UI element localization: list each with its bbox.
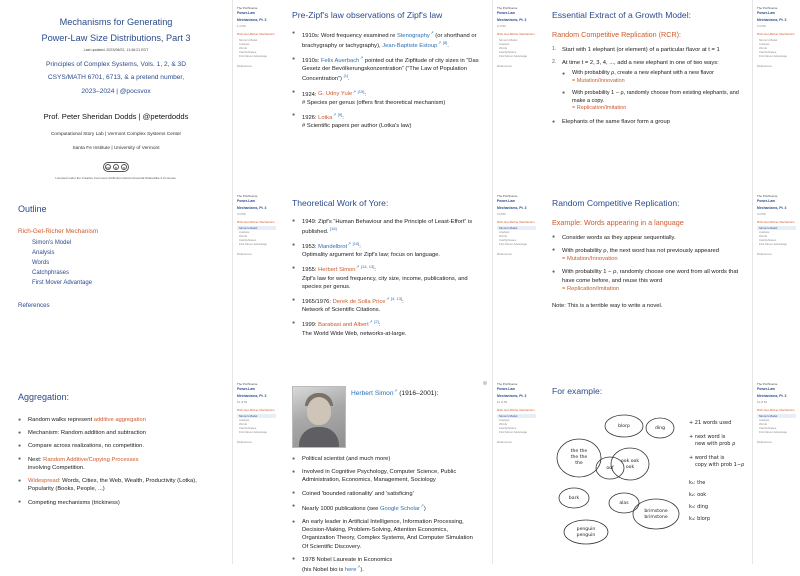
slide-growth-model (540, 0, 752, 188)
link-nobel-bio[interactable]: here ↗ (345, 567, 360, 573)
note-2: + next word is (689, 433, 726, 440)
sidebar-item-words[interactable]: Words (759, 45, 768, 50)
course-line-3: 2023–2024 | @pocsvox (81, 87, 151, 95)
link-mandelbrot[interactable]: Mandelbrot ↗ (318, 244, 351, 250)
link-lotka[interactable]: Lotka ↗ (318, 115, 336, 121)
brand-line-1: The PoCSverse (497, 6, 518, 10)
list-item (292, 490, 480, 498)
brand-line-3: Mechanisms, Pt. 3 (497, 17, 527, 22)
note-2b: new with prob ρ (695, 440, 736, 447)
simon-bullet-1: Political scientist (and much more) (302, 456, 391, 462)
outline-list (18, 228, 214, 286)
brand-line-3: Mechanisms, Pt. 3 (237, 205, 267, 210)
bubble-label-the-2: the the (570, 454, 588, 460)
list-item (552, 234, 740, 242)
deck-title-line2: Power-Law Size Distributions, Part 3 (41, 33, 191, 44)
list-item (552, 268, 740, 293)
list-item: ● 1999: Barabasi and Albert ↗ [2]: The World Wide Web, networks-at-large. (292, 319, 480, 337)
bubble-label-penguin-2: penguin (576, 532, 596, 538)
sidebar-item-references[interactable]: References (497, 252, 512, 257)
rcr-bullet-2: With probability ρ, the next word has not previously appeared (562, 247, 720, 254)
sidebar-item-first-mover[interactable]: First Mover Advantage (239, 54, 267, 59)
affiliation-line-1: Computational Story Lab | Vermont Complex Systems Center (50, 132, 182, 138)
sidebar-panel-8 (492, 376, 540, 564)
sidebar-item-words[interactable]: Words (499, 45, 508, 50)
bullet-marker-icon: ● (292, 518, 296, 525)
rcr-note: Note: This is a terrible way to write a novel. (552, 303, 663, 310)
slide-theoretical-work (280, 188, 492, 376)
page-number: 3 of 53 (237, 211, 246, 216)
page-number: 4 of 53 (757, 211, 766, 216)
sidebar-item-analysis[interactable]: Analysis (239, 229, 250, 234)
brand-line-2: Power-Law (237, 199, 255, 204)
list-item (18, 442, 214, 450)
sidebar-item-analysis[interactable]: Analysis (499, 417, 510, 422)
brand-line-3: Mechanisms, Pt. 3 (757, 205, 787, 210)
citation-10: [10] (352, 241, 360, 247)
brand-line-2: Power-Law (237, 387, 255, 392)
sidebar-item-words[interactable]: Words (499, 233, 508, 238)
agg-bullet-6-text: Competing mechanisms (trickiness) (28, 499, 120, 506)
link-derek-de-solla-price[interactable]: Derek de Solla Price ↗ (333, 299, 390, 305)
sidebar-item-references[interactable]: References (497, 440, 512, 445)
sidebar-item-first-mover[interactable]: First Mover Advantage (759, 242, 787, 247)
license-text: Licensed under the Creative Commons Attribution-NonCommercial-ShareAlike 3.0 License. (55, 175, 177, 180)
sidebar-section: Rich-Get-Richer Mechanism (757, 408, 795, 413)
sidebar-item-simons-model[interactable]: Simon's Model (757, 414, 796, 418)
outline-item-first-mover-advantage[interactable]: First Mover Advantage (32, 280, 93, 286)
list-item: ● 1965/1976: Derek de Solla Price ↗ [4, 13]: Network of Scientific Citations. (292, 296, 480, 314)
bubble-label-the-1: the the (570, 448, 588, 454)
link-estoup[interactable]: Jean-Baptiste Estoup ↗ (382, 43, 441, 49)
agg-bullet-2-text: Mechanism: Random addition and subtraction (28, 430, 146, 437)
bullet-marker-icon: ● (292, 89, 296, 96)
brand-line-1: The PoCSverse (237, 6, 258, 10)
list-item (562, 90, 740, 113)
agg-bullet-4-accent: Random Additive/Copying Processes (43, 456, 139, 463)
sidebar-item-first-mover[interactable]: First Mover Advantage (759, 54, 787, 59)
bubble-label-penguin-1: penguin (576, 526, 596, 532)
bullet-marker-icon: ● (292, 112, 296, 119)
sidebar-item-words[interactable]: Words (239, 421, 248, 426)
sidebar-item-words[interactable]: Words (239, 233, 248, 238)
portrait-image (292, 386, 346, 448)
sidebar-item-simons-model[interactable]: Simon's Model (497, 226, 536, 230)
citation-4-13: [4, 13] (390, 296, 403, 302)
sidebar-item-simons-model[interactable]: Simon's Model (497, 414, 536, 418)
agg-bullet-1-accent: additive aggregation (93, 417, 146, 423)
brand-line-1: The PoCSverse (757, 194, 778, 198)
sidebar-section: Rich-Get-Richer Mechanism (237, 32, 275, 37)
bubble-label-brimstone-2: brimstone (644, 514, 668, 520)
sidebar-item-first-mover[interactable]: First Mover Advantage (499, 430, 527, 435)
bullet-list (552, 46, 740, 127)
citation-15: [15] (357, 88, 365, 94)
bullet-marker-icon: ● (552, 118, 556, 125)
sidebar-item-references[interactable]: References (757, 64, 772, 69)
list-item (292, 468, 480, 484)
bullet-marker-icon: ● (292, 241, 296, 248)
bullet-list (18, 416, 214, 507)
agg-bullet-4-text: Next: (28, 456, 44, 463)
outline-item-catchphrases[interactable]: Catchphrases (32, 270, 70, 276)
bullet-marker-icon: ● (292, 218, 296, 225)
agg-bullet-4-tail: involving Competition. (28, 464, 85, 471)
outline-item-rich-get-richer[interactable]: Rich-Get-Richer Mechanism (18, 228, 99, 235)
brand-line-3: Mechanisms, Pt. 3 (757, 393, 787, 398)
slide-herbert-simon (280, 376, 492, 574)
slide-pre-zipf (280, 0, 492, 188)
bullet-marker-icon: ● (562, 90, 566, 97)
list-item (18, 477, 214, 493)
sidebar-item-analysis[interactable]: Analysis (499, 229, 510, 234)
link-google-scholar[interactable]: Google Scholar ↗ (380, 506, 424, 512)
bullet-marker-icon: ● (292, 264, 296, 271)
sidebar-section: Rich-Get-Richer Mechanism (757, 32, 795, 37)
list-item: ● 1953: Mandelbrot ↗ [10]: Optimality argument for Zipf's law; focus on language. (292, 241, 480, 259)
sidebar-item-first-mover[interactable]: First Mover Advantage (499, 242, 527, 247)
sketch-svg (552, 406, 760, 556)
page-title: Theoretical Work of Yore: (292, 198, 389, 208)
course-line-2: CSYS/MATH 6701, 6713, & a pretend number, (47, 74, 185, 82)
list-item (292, 518, 480, 551)
sidebar-item-catchphrases[interactable]: Catchphrases (239, 426, 257, 431)
brand-line-3: Mechanisms, Pt. 3 (757, 17, 787, 22)
sketch-diagram (552, 406, 745, 576)
note-3: + word that is (689, 454, 725, 461)
creative-commons-icon: cc b n (103, 162, 129, 172)
brand-line-3: Mechanisms, Pt. 3 (497, 205, 527, 210)
bullet-marker-icon: 2. (552, 59, 557, 66)
outline-item-analysis[interactable]: Analysis (32, 250, 55, 256)
sidebar-panel-3 (752, 0, 800, 188)
sidebar-panel-7 (232, 376, 280, 564)
sidebar-section: Rich-Get-Richer Mechanism (237, 220, 275, 225)
link-auerbach[interactable]: Felix Auerbach ↗ (321, 58, 363, 64)
slide-random-competitive-replication (540, 188, 752, 376)
sidebar-item-words[interactable]: Words (239, 45, 248, 50)
portrait-body (299, 427, 339, 447)
note-1: + 21 words used (689, 419, 732, 426)
sidebar-item-catchphrases[interactable]: Catchphrases (239, 238, 257, 243)
list-item: ● Nearly 1000 publications (see Google Scholar ↗ ) (292, 503, 480, 513)
bubble-label-ook-2: ook (625, 464, 635, 470)
slide-for-example (540, 376, 752, 564)
person-header (292, 386, 480, 448)
link-barabasi-albert[interactable]: Barabasi and Albert ↗ (318, 322, 372, 328)
tally-1: k₁: the (689, 479, 706, 486)
sidebar-item-analysis[interactable]: Analysis (499, 41, 510, 46)
agg-bullet-3-text: Compare across realizations, no competition. (28, 443, 144, 450)
citation-8: [8] (442, 39, 448, 45)
brand-line-3: Mechanisms, Pt. 3 (497, 393, 527, 398)
bullet-marker-icon: ● (552, 247, 556, 254)
page-title: Outline (18, 204, 47, 214)
sidebar-item-analysis[interactable]: Analysis (759, 41, 770, 46)
agg-bullet-1-text: Random walks represent (28, 417, 94, 423)
bubble-label-brimstone-1: brimstone (644, 508, 668, 514)
sidebar-section: Rich-Get-Richer Mechanism (757, 220, 795, 225)
sidebar-item-words[interactable]: Words (759, 233, 768, 238)
growth-label-replication: = Replication/Imitation (572, 105, 627, 112)
list-item (562, 70, 740, 86)
bullet-marker-icon: ● (292, 490, 296, 497)
rcr-bullet-1: Consider words as they appear sequentially. (562, 234, 676, 241)
brand-line-1: The PoCSverse (237, 194, 258, 198)
brand-line-2: Power-Law (757, 199, 775, 204)
sidebar-item-catchphrases[interactable]: Catchphrases (759, 238, 777, 243)
bullet-marker-icon: ● (18, 442, 22, 449)
sidebar-section: Rich-Get-Richer Mechanism (497, 220, 535, 225)
brand-line-1: The PoCSverse (237, 382, 258, 386)
bullet-marker-icon: ● (18, 416, 22, 423)
outline-item-references[interactable]: References (18, 302, 50, 309)
outline-item-simons-model[interactable]: Simon's Model (32, 240, 72, 246)
deck-title-line1: Mechanisms for Generating (59, 17, 173, 27)
bubble-label-alas: alas (619, 500, 629, 506)
bullet-marker-icon: ● (18, 429, 22, 436)
tally-2: k₂: ook (689, 491, 707, 498)
sketch-tally (689, 480, 710, 522)
bubble-label-ook-1: ook ook (620, 458, 640, 464)
list-item: ● 1978 Nobel Laureate in Economics (his Nobel bio is here ↗ ). (292, 556, 480, 574)
sidebar-item-catchphrases[interactable]: Catchphrases (499, 426, 517, 431)
bubble-labels (569, 423, 668, 538)
bullet-marker-icon: ● (18, 456, 22, 463)
sidebar-panel-4 (232, 188, 280, 376)
rcr-label-replication: = Replication/Imitation (562, 285, 620, 292)
list-item: ● 1910s: Word frequency examined re Stenography ↗ (or shorthand or brachygraphy or tachygraphy), Jean-Baptiste Estoup ↗ [8]. (292, 30, 480, 50)
sidebar-panel-6 (752, 188, 800, 376)
list-item: ● 1924: G. Udny Yule ↗ [15]: # Species per genus (offers first theoretical mechanism) (292, 89, 480, 107)
list-item (18, 499, 214, 507)
sidebar-item-references[interactable]: References (237, 64, 252, 69)
sidebar-section: Rich-Get-Richer Mechanism (497, 408, 535, 413)
page-number: 3 of 53 (497, 211, 506, 216)
sidebar-item-analysis[interactable]: Analysis (239, 417, 250, 422)
sidebar-item-simons-model[interactable]: Simon's Model (237, 226, 276, 230)
rcr-bullet-3: With probability 1 − ρ, randomly choose one word from all words that have come before, and reuse this word (562, 269, 739, 284)
page-title: For example: (552, 386, 603, 396)
sidebar-item-simons-model[interactable]: Simon's Model (239, 37, 258, 42)
tally-4: k₄: blorp (689, 515, 711, 522)
list-item: ● 1955: Herbert Simon ↗ [14, 13]: Zipf's law for word frequency, city size, income, publications, and species per genus. (292, 264, 480, 291)
bullet-marker-icon: ● (18, 499, 22, 506)
bubble-label-blorp: blorp (618, 423, 630, 429)
link-yule[interactable]: G. Udny Yule ↗ (318, 91, 356, 97)
page-number: 2 of 53 (497, 23, 506, 28)
course-line-1: Principles of Complex Systems, Vols. 1, 2, & 3D (46, 60, 186, 68)
bullet-marker-icon: ● (18, 477, 22, 484)
simon-bullet-2: Involved in Cognitive Psychology, Computer Science, Public Administration, Economics, Management, Sociology (302, 469, 457, 484)
bullet-list (552, 234, 740, 293)
brand-line-1: The PoCSverse (757, 6, 778, 10)
slide-aggregation (0, 376, 232, 564)
sidebar-panel-9 (752, 376, 800, 564)
sidebar-item-words[interactable]: Words (759, 421, 768, 426)
last-updated: Last updated: 2023/08/22, 11:48:21 EDT (83, 47, 149, 52)
sidebar-item-references[interactable]: References (757, 252, 772, 257)
more-options-icon[interactable] (483, 381, 487, 385)
sketch-notes (689, 420, 744, 468)
growth-bullet-2: At time t = 2, 3, 4, ..., add a new elephant in one of two ways: (562, 59, 719, 66)
list-item (292, 455, 480, 463)
list-item (552, 59, 740, 113)
page-number: 3 of 53 (757, 23, 766, 28)
note-3b: copy with prob 1−ρ (695, 461, 745, 468)
list-item: ● 1926: Lotka ↗ [9]: # Scientific papers per author (Lotka's law) (292, 112, 480, 130)
brand-line-1: The PoCSverse (497, 194, 518, 198)
brand-line-3: Mechanisms, Pt. 3 (237, 17, 267, 22)
affiliation-line-2: Santa Fe Institute | University of Vermont (72, 145, 160, 151)
section-subheading: Example: Words appearing in a language (552, 217, 684, 227)
brand-line-2: Power-Law (757, 11, 775, 16)
bubble-brimstone (633, 499, 679, 529)
section-subheading: Random Competitive Replication (RCR): (552, 29, 682, 39)
bubble-label-ding: ding (654, 425, 666, 431)
sidebar-item-analysis[interactable]: Analysis (759, 229, 770, 234)
bullet-list (292, 218, 480, 338)
slide-outline (0, 188, 232, 376)
brand-line-2: Power-Law (757, 387, 775, 392)
brand-line-2: Power-Law (497, 11, 515, 16)
agg-bullet-5-accent: Widespread: (28, 478, 61, 485)
sidebar-item-first-mover[interactable]: First Mover Advantage (239, 242, 267, 247)
brand-line-1: The PoCSverse (757, 382, 778, 386)
sidebar-item-simons-model[interactable]: Simon's Model (757, 226, 796, 230)
sidebar-item-first-mover[interactable]: First Mover Advantage (499, 54, 527, 59)
sidebar-section: Rich-Get-Richer Mechanism (497, 32, 535, 37)
sidebar-item-analysis[interactable]: Analysis (759, 417, 770, 422)
list-item (18, 429, 214, 437)
agg-bullet-5-text: Words, Cities, the Web, Wealth, Productivity (Lotka), Popularity (Books, People, ...) (28, 478, 197, 493)
sidebar-item-first-mover[interactable]: First Mover Advantage (759, 430, 787, 435)
page-title: Aggregation: (18, 392, 70, 402)
simon-bullet-5: An early leader in Artificial Intelligence, Information Processing, Decision-Making, Problem-Solving, Attention Economics, Organization Theory, Complex Systems, And Computer Simulation Of Scientific Discovery. (302, 519, 473, 550)
brand-line-1: The PoCSverse (497, 382, 518, 386)
citation-2: [2] (374, 319, 379, 325)
bubble-label-the-3: the (575, 460, 583, 466)
outline-item-words[interactable]: Words (32, 260, 50, 266)
growth-bullet-3: Elephants of the same flavor form a group (562, 119, 670, 126)
page-title: Essential Extract of a Growth Model: (552, 10, 691, 20)
person-dates: (1916–2001): (399, 390, 439, 398)
link-herbert-simon[interactable]: Herbert Simon ↗ (318, 267, 359, 273)
page-number: 11 of 53 (757, 399, 767, 404)
sidebar-item-first-mover[interactable]: First Mover Advantage (239, 430, 267, 435)
brand-line-2: Power-Law (237, 11, 255, 16)
bullet-marker-icon: ● (552, 268, 556, 275)
growth-bullet-2b: With probability 1 − ρ, randomly choose from existing elephants, and make a copy. (572, 89, 739, 104)
growth-bullet-2a: With probability ρ, create a new elephant with a new flavor (572, 70, 714, 77)
slide-title (0, 0, 232, 188)
person-name-line (351, 386, 438, 397)
bullet-list (292, 455, 480, 574)
list-item (18, 456, 214, 472)
growth-label-mutation: = Mutation/Innovation (572, 77, 625, 84)
sidebar-item-references[interactable]: References (237, 440, 252, 445)
sidebar-panel-5 (492, 188, 540, 376)
sidebar-item-references[interactable]: References (497, 64, 512, 69)
bullet-marker-icon: ● (292, 319, 296, 326)
citation-9: [9] (337, 111, 343, 117)
bullet-marker-icon: 1. (552, 46, 557, 53)
bullet-marker-icon: ● (292, 296, 296, 303)
sub-bullet-list (562, 70, 740, 113)
page-number: 1 of 53 (237, 23, 246, 28)
rcr-label-mutation: = Mutation/Innovation (562, 256, 618, 263)
bubble-ook (611, 448, 649, 480)
bullet-marker-icon: ● (292, 468, 296, 475)
bullet-marker-icon: ● (292, 30, 296, 37)
page-number: 12 of 53 (237, 399, 248, 404)
page-title: Random Competitive Replication: (552, 198, 680, 208)
bullet-marker-icon: ● (552, 234, 556, 241)
sidebar-item-simons-model[interactable]: Simon's Model (499, 37, 518, 42)
simon-bullet-3: Coined 'bounded rationality' and 'satisficing' (302, 490, 414, 497)
brand-line-3: Mechanisms, Pt. 3 (237, 393, 267, 398)
citation-14-13: [14, 13] (360, 264, 375, 270)
list-item (552, 247, 740, 263)
author-line: Prof. Peter Sheridan Dodds | @peterdodds (43, 112, 189, 122)
page-number: 12 of 53 (497, 399, 508, 404)
portrait-face (307, 397, 331, 425)
bullet-marker-icon: ● (292, 55, 296, 62)
tally-3: k₃: ding (689, 503, 709, 510)
citation-1: [1] (343, 73, 349, 79)
sidebar-item-references[interactable]: References (237, 252, 252, 257)
sidebar-item-catchphrases[interactable]: Catchphrases (759, 426, 777, 431)
sidebar-item-simons-model[interactable]: Simon's Model (759, 37, 778, 42)
list-item: ● 1949: Zipf's “Human Behaviour and the Principle of Least-Effort” is published. [16] (292, 218, 473, 235)
link-stenography[interactable]: Stenography ↗ (397, 33, 434, 39)
sidebar-panel-2 (492, 0, 540, 188)
bullet-marker-icon: ● (562, 70, 566, 77)
list-item (552, 118, 740, 126)
brand-line-2: Power-Law (497, 387, 515, 392)
growth-bullet-1: Start with 1 elephant (or element) of a particular flavor at t = 1 (562, 46, 720, 53)
sidebar-item-simons-model[interactable]: Simon's Model (237, 414, 276, 418)
bullet-marker-icon: ● (292, 503, 296, 510)
bubble-penguin (564, 520, 608, 544)
sidebar-section: Rich-Get-Richer Mechanism (237, 408, 275, 413)
brand-line-2: Power-Law (497, 199, 515, 204)
page-title: Pre-Zipf's law observations of Zipf's law (292, 10, 443, 20)
bullet-marker-icon: ● (292, 556, 296, 563)
sidebar-item-catchphrases[interactable]: Catchphrases (759, 50, 777, 55)
sidebar-item-catchphrases[interactable]: Catchphrases (499, 238, 517, 243)
citation-16: [16] (330, 225, 337, 231)
sidebar-item-words[interactable]: Words (499, 421, 508, 426)
bullet-list (292, 30, 480, 131)
sidebar-item-analysis[interactable]: Analysis (239, 41, 250, 46)
sidebar-item-catchphrases[interactable]: Catchphrases (499, 50, 517, 55)
bubble-label-oof: oof (606, 465, 614, 471)
bubble-label-bark: bark (568, 495, 580, 501)
bullet-marker-icon: ● (292, 455, 296, 462)
sidebar-panel-1 (232, 0, 280, 188)
sidebar-item-references[interactable]: References (757, 440, 772, 445)
list-item (18, 416, 214, 424)
link-herbert-simon[interactable]: Herbert Simon ↗ (351, 390, 397, 397)
list-item (552, 46, 740, 54)
sidebar-item-catchphrases[interactable]: Catchphrases (239, 50, 257, 55)
list-item: ● 1910s: Felix Auerbach ↗ pointed out the Zipfitude of city sizes in “Das Gesetz der Bevölkerungskonzentration” (“The Law of Population Concentration”) [1]. (292, 55, 480, 84)
